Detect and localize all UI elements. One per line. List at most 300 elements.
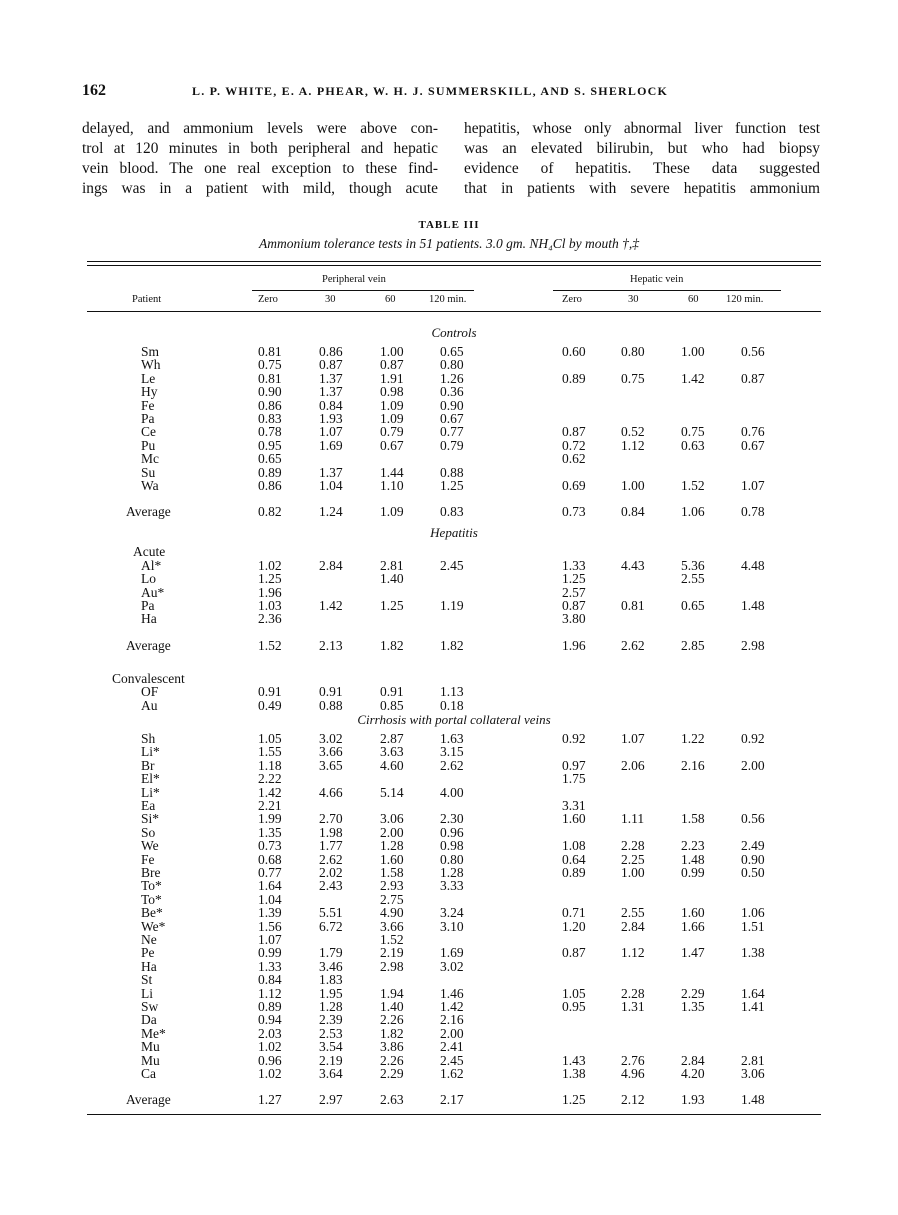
patient-name: Fe <box>141 851 155 867</box>
table-cell: 1.91 <box>380 370 404 386</box>
table-cell: 2.43 <box>319 878 343 894</box>
table-cell: 1.02 <box>258 557 282 573</box>
table-cell: 1.12 <box>621 945 645 961</box>
col-header-peripheral-3: 120 min. <box>429 294 467 305</box>
patient-name: We* <box>141 918 166 934</box>
table-cell: 1.02 <box>258 1066 282 1081</box>
table-cell: 0.89 <box>562 865 586 880</box>
table-cell: 2.62 <box>621 637 645 653</box>
table-cell: 1.62 <box>440 1066 464 1081</box>
table-cell: 1.64 <box>258 878 282 894</box>
patient-name: Au* <box>141 584 165 600</box>
table-cell: 2.81 <box>380 557 404 573</box>
table-cell: 1.35 <box>681 999 705 1014</box>
table-cell: 2.26 <box>380 1012 404 1028</box>
table-cell: 2.28 <box>621 838 645 854</box>
table-cell: 0.69 <box>562 478 586 493</box>
table-cell: 1.99 <box>258 811 282 827</box>
table-cell: 3.31 <box>562 798 586 813</box>
table-cell: 0.50 <box>741 865 765 880</box>
table-cell: 1.28 <box>440 865 464 880</box>
table-cell: 2.03 <box>258 1025 282 1041</box>
table-cell: 1.56 <box>258 918 282 934</box>
table-cell: 0.78 <box>741 504 765 520</box>
table-cell: 0.98 <box>440 838 464 854</box>
table-cell: 1.42 <box>440 999 464 1014</box>
table-cell: 2.63 <box>380 1092 404 1108</box>
table-cell: 0.89 <box>258 999 282 1014</box>
table-cell: 3.33 <box>440 878 464 894</box>
col-header-peripheral-1: 30 <box>325 294 336 305</box>
patient-name: Ha <box>141 611 157 627</box>
table-cell: 1.07 <box>319 424 343 440</box>
table-cell: 0.75 <box>258 357 282 373</box>
table-cell: 1.69 <box>440 945 464 961</box>
patient-name: To* <box>141 878 162 894</box>
patient-name: Li* <box>141 744 160 760</box>
table-cell: 2.84 <box>621 918 645 934</box>
table-cell: 1.08 <box>562 838 586 854</box>
patient-name: Be* <box>141 905 163 921</box>
table-cell: 2.62 <box>440 757 464 773</box>
table-cell: 0.63 <box>681 437 705 453</box>
patient-name: Au <box>141 697 158 713</box>
table-cell: 2.41 <box>440 1039 464 1055</box>
table-cell: 0.65 <box>258 451 282 467</box>
table-cell: 4.96 <box>621 1066 645 1081</box>
subgroup-label: Acute <box>133 544 166 560</box>
table-top-rule-2 <box>87 265 821 266</box>
table-cell: 1.07 <box>741 478 765 493</box>
table-cell: 0.82 <box>258 504 282 520</box>
table-cell: 4.43 <box>621 557 645 573</box>
table-cell: 2.76 <box>621 1052 645 1068</box>
table-cell: 1.93 <box>681 1092 705 1108</box>
peripheral-group-rule <box>252 290 474 291</box>
table-cell: 0.56 <box>741 811 765 827</box>
table-cell: 5.36 <box>681 557 705 573</box>
table-cell: 1.19 <box>440 598 464 613</box>
table-cell: 3.06 <box>380 811 404 827</box>
table-cell: 0.52 <box>621 424 645 440</box>
body-line: hepatitis, whose only abnormal liver function test <box>464 120 820 137</box>
table-cell: 3.06 <box>741 1066 765 1081</box>
table-cell: 0.84 <box>319 397 343 413</box>
table-cell: 0.80 <box>621 344 645 359</box>
table-cell: 2.19 <box>319 1052 343 1068</box>
patient-name: OF <box>141 684 159 700</box>
table-cell: 1.48 <box>741 598 765 613</box>
table-cell: 1.09 <box>380 504 404 520</box>
patient-name: Al* <box>141 557 162 573</box>
patient-name: Li* <box>141 784 160 800</box>
table-cell: 0.96 <box>258 1052 282 1068</box>
table-cell: 1.43 <box>562 1052 586 1068</box>
table-cell: 1.28 <box>380 838 404 854</box>
table-cell: 0.87 <box>562 598 586 613</box>
table-cell: 1.69 <box>319 437 343 453</box>
table-cell: 2.17 <box>440 1092 464 1108</box>
table-cell: 2.45 <box>440 1052 464 1068</box>
table-cell: 1.47 <box>681 945 705 961</box>
table-cell: 1.06 <box>681 504 705 520</box>
table-cell: 0.94 <box>258 1012 282 1028</box>
table-cell: 2.84 <box>681 1052 705 1068</box>
table-cell: 0.75 <box>621 370 645 386</box>
patient-name: Ha <box>141 958 157 974</box>
table-cell: 1.33 <box>562 557 586 573</box>
table-cell: 0.87 <box>741 370 765 386</box>
table-cell: 1.00 <box>621 865 645 880</box>
patient-name: To* <box>141 891 162 907</box>
table-cell: 1.00 <box>380 344 404 359</box>
table-cell: 1.48 <box>741 1092 765 1108</box>
body-line: was an elevated bilirubin, but who had biopsy <box>464 140 820 157</box>
table-cell: 0.73 <box>258 838 282 854</box>
table-cell: 0.99 <box>258 945 282 961</box>
table-cell: 2.49 <box>741 838 765 854</box>
patient-name: Mc <box>141 451 159 467</box>
body-line: evidence of hepatitis. These data suggested <box>464 160 820 177</box>
table-cell: 0.78 <box>258 424 282 440</box>
patient-name: Wa <box>141 478 159 493</box>
patient-name: Bre <box>141 865 161 880</box>
table-cell: 2.45 <box>440 557 464 573</box>
table-cell: 2.19 <box>380 945 404 961</box>
table-cell: 2.13 <box>319 637 343 653</box>
table-cell: 0.91 <box>258 684 282 700</box>
table-cell: 2.16 <box>681 757 705 773</box>
table-cell: 1.25 <box>258 571 282 587</box>
body-column-left <box>82 119 438 199</box>
table-cell: 3.63 <box>380 744 404 760</box>
table-cell: 0.89 <box>258 464 282 480</box>
table-cell: 1.07 <box>621 731 645 746</box>
table-cell: 1.44 <box>380 464 404 480</box>
table-cell: 0.95 <box>258 437 282 453</box>
table-cell: 2.02 <box>319 865 343 880</box>
table-cell: 0.49 <box>258 697 282 713</box>
body-line: that in patients with severe hepatitis ammonium <box>464 180 820 197</box>
table-cell: 0.99 <box>681 865 705 880</box>
table-cell: 0.86 <box>258 397 282 413</box>
table-cell: 1.00 <box>621 478 645 493</box>
table-cell: 2.70 <box>319 811 343 827</box>
table-cell: 4.48 <box>741 557 765 573</box>
table-cell: 2.12 <box>621 1092 645 1108</box>
table-cell: 1.06 <box>741 905 765 921</box>
table-cell: 0.76 <box>741 424 765 440</box>
table-cell: 2.98 <box>380 958 404 974</box>
table-cell: 0.65 <box>440 344 464 359</box>
table-cell: 0.96 <box>440 824 464 840</box>
section-heading: Controls <box>431 325 477 340</box>
table-cell: 2.81 <box>741 1052 765 1068</box>
table-cell: 2.26 <box>380 1052 404 1068</box>
group-header-peripheral: Peripheral vein <box>322 274 386 285</box>
col-header-hepatic-4: Zero <box>562 294 582 305</box>
patient-name: Lo <box>141 571 156 587</box>
table-cell: 3.80 <box>562 611 586 627</box>
table-cell: 1.58 <box>380 865 404 880</box>
table-cell: 1.25 <box>562 1092 586 1108</box>
table-cell: 0.36 <box>440 384 464 400</box>
group-header-hepatic: Hepatic vein <box>630 274 684 285</box>
table-cell: 0.77 <box>440 424 464 440</box>
table-cell: 0.95 <box>562 999 586 1014</box>
table-cell: 1.51 <box>741 918 765 934</box>
table-cell: 2.28 <box>621 985 645 1001</box>
page-number: 162 <box>82 82 106 99</box>
table-cell: 1.12 <box>258 985 282 1001</box>
table-cell: 1.95 <box>319 985 343 1001</box>
table-cell: 1.33 <box>258 958 282 974</box>
table-cell: 2.55 <box>621 905 645 921</box>
table-cell: 0.84 <box>258 972 282 988</box>
col-header-hepatic-7: 120 min. <box>726 294 764 305</box>
table-cell: 0.60 <box>562 344 586 359</box>
table-cell: 0.79 <box>380 424 404 440</box>
table-cell: 0.83 <box>440 504 464 520</box>
table-cell: 0.91 <box>319 684 343 700</box>
table-cell: 1.03 <box>258 598 282 613</box>
table-cell: 1.60 <box>562 811 586 827</box>
patient-name: Sh <box>141 731 156 746</box>
table-cell: 0.87 <box>319 357 343 373</box>
table-cell: 1.04 <box>319 478 343 493</box>
header-bottom-rule <box>87 311 821 312</box>
table-cell: 3.65 <box>319 757 343 773</box>
table-cell: 1.42 <box>319 598 343 613</box>
running-head: L. P. WHITE, E. A. PHEAR, W. H. J. SUMMERSKILL, AND S. SHERLOCK <box>192 84 669 98</box>
table-cell: 0.87 <box>562 945 586 961</box>
table-cell: 0.89 <box>562 370 586 386</box>
table-cell: 1.82 <box>380 637 404 653</box>
table-cell: 0.98 <box>380 384 404 400</box>
table-cell: 1.58 <box>681 811 705 827</box>
table-cell: 1.96 <box>258 584 282 600</box>
table-cell: 1.02 <box>258 1039 282 1055</box>
table-cell: 1.37 <box>319 464 343 480</box>
table-cell: 5.14 <box>380 784 404 800</box>
table-cell: 2.22 <box>258 771 282 787</box>
table-cell: 1.38 <box>741 945 765 961</box>
patient-name: Si* <box>141 811 160 827</box>
body-line: ings was in a patient with mild, though acute <box>82 180 438 197</box>
table-cell: 1.52 <box>681 478 705 493</box>
section-heading: Cirrhosis with portal collateral veins <box>357 712 551 727</box>
table-cell: 3.66 <box>380 918 404 934</box>
patient-name: Ca <box>141 1066 156 1081</box>
patient-name: Da <box>141 1012 157 1028</box>
table-cell: 0.81 <box>621 598 645 613</box>
patient-name: Ne <box>141 932 157 947</box>
table-cell: 1.09 <box>380 411 404 426</box>
patient-name: We <box>141 838 159 854</box>
body-line: delayed, and ammonium levels were above con- <box>82 120 438 137</box>
table-cell: 3.64 <box>319 1066 343 1081</box>
table-cell: 3.10 <box>440 918 464 934</box>
table-cell: 3.02 <box>319 731 343 746</box>
table-cell: 0.85 <box>380 697 404 713</box>
table-cell: 2.00 <box>380 824 404 840</box>
table-cell: 3.54 <box>319 1039 343 1055</box>
table-cell: 1.40 <box>380 571 404 587</box>
body-line: trol at 120 minutes in both peripheral and hepatic <box>82 140 438 157</box>
col-header-patient: Patient <box>132 294 162 305</box>
table-cell: 0.79 <box>440 437 464 453</box>
table-cell: 0.68 <box>258 851 282 867</box>
table-cell: 0.90 <box>741 851 765 867</box>
subgroup-label: Convalescent <box>112 670 185 686</box>
patient-name: Me* <box>141 1025 166 1041</box>
patient-name: El* <box>141 771 160 787</box>
table-cell: 1.18 <box>258 757 282 773</box>
table-cell: 2.29 <box>380 1066 404 1081</box>
table-cell: 2.21 <box>258 798 282 813</box>
table-cell: 1.05 <box>258 731 282 746</box>
table-cell: 1.60 <box>380 851 404 867</box>
table-cell: 1.31 <box>621 999 645 1014</box>
table-cell: 1.46 <box>440 985 464 1001</box>
table-cell: 1.63 <box>440 731 464 746</box>
table-cell: 3.24 <box>440 905 464 921</box>
table-cell: 1.79 <box>319 945 343 961</box>
patient-name: Ce <box>141 424 156 440</box>
table-cell: 1.10 <box>380 478 404 493</box>
table-cell: 1.24 <box>319 504 343 520</box>
section-heading: Hepatitis <box>430 525 478 541</box>
table-bottom-rule <box>87 1114 821 1115</box>
table-cell: 1.98 <box>319 824 343 840</box>
table-cell: 4.90 <box>380 905 404 921</box>
table-cell: 0.87 <box>380 357 404 373</box>
table-cell: 0.56 <box>741 344 765 359</box>
table-cell: 2.39 <box>319 1012 343 1028</box>
table-cell: 3.46 <box>319 958 343 974</box>
patient-name: Sm <box>141 344 160 359</box>
col-header-peripheral-0: Zero <box>258 294 278 305</box>
table-cell: 0.84 <box>621 504 645 520</box>
table-cell: 0.64 <box>562 851 586 867</box>
table-cell: 0.91 <box>380 684 404 700</box>
table-cell: 1.93 <box>319 411 343 426</box>
table-cell: 1.25 <box>562 571 586 587</box>
table-cell: 1.25 <box>380 598 404 613</box>
table-cell: 0.65 <box>681 598 705 613</box>
table-cell: 2.75 <box>380 891 404 907</box>
table-cell: 0.77 <box>258 865 282 880</box>
table-cell: 1.38 <box>562 1066 586 1081</box>
patient-name: Fe <box>141 397 155 413</box>
table-cell: 3.02 <box>440 958 464 974</box>
table-cell: 1.00 <box>681 344 705 359</box>
table-label: TABLE III <box>418 219 480 231</box>
table-cell: 2.36 <box>258 611 282 627</box>
patient-name: Pa <box>141 411 155 426</box>
table-cell: 1.05 <box>562 985 586 1001</box>
table-cell: 3.15 <box>440 744 464 760</box>
table-cell: 1.83 <box>319 972 343 988</box>
table-cell: 0.71 <box>562 905 586 921</box>
col-header-peripheral-2: 60 <box>385 294 396 305</box>
patient-name: St <box>141 972 153 988</box>
table-cell: 1.27 <box>258 1092 282 1108</box>
body-line: vein blood. The one real exception to these find- <box>82 160 438 177</box>
table-cell: 2.85 <box>681 637 705 653</box>
table-cell: 4.00 <box>440 784 464 800</box>
table-cell: 1.28 <box>319 999 343 1014</box>
table-cell: 2.16 <box>440 1012 464 1028</box>
table-cell: 1.40 <box>380 999 404 1014</box>
table-cell: 0.18 <box>440 697 464 713</box>
table-cell: 6.72 <box>319 918 343 934</box>
average-label: Average <box>126 1092 171 1108</box>
table-cell: 2.25 <box>621 851 645 867</box>
table-cell: 1.37 <box>319 370 343 386</box>
table-cell: 1.09 <box>380 397 404 413</box>
table-top-rule <box>87 261 821 262</box>
table-cell: 5.51 <box>319 905 343 921</box>
table-cell: 1.22 <box>681 731 705 746</box>
table-cell: 0.88 <box>319 697 343 713</box>
table-cell: 2.97 <box>319 1092 343 1108</box>
table-cell: 0.81 <box>258 344 282 359</box>
table-cell: 1.25 <box>440 478 464 493</box>
table-cell: 1.82 <box>380 1025 404 1041</box>
table-cell: 0.80 <box>440 357 464 373</box>
patient-name: Wh <box>141 357 161 373</box>
average-label: Average <box>126 504 171 520</box>
patient-name: Le <box>141 370 156 386</box>
table-cell: 0.75 <box>681 424 705 440</box>
table-cell: 1.94 <box>380 985 404 1001</box>
table-cell: 2.57 <box>562 584 586 600</box>
table-cell: 0.67 <box>741 437 765 453</box>
table-cell: 4.66 <box>319 784 343 800</box>
table-cell: 0.97 <box>562 757 586 773</box>
table-cell: 2.23 <box>681 838 705 854</box>
table-cell: 1.64 <box>741 985 765 1001</box>
table-cell: 2.00 <box>440 1025 464 1041</box>
table-cell: 1.37 <box>319 384 343 400</box>
patient-name: Li <box>141 985 153 1001</box>
table-cell: 1.42 <box>258 784 282 800</box>
table-cell: 2.06 <box>621 757 645 773</box>
table-cell: 2.98 <box>741 637 765 653</box>
table-cell: 0.87 <box>562 424 586 440</box>
table-cell: 0.90 <box>440 397 464 413</box>
table-cell: 2.93 <box>380 878 404 894</box>
table-cell: 0.67 <box>380 437 404 453</box>
table-cell: 0.90 <box>258 384 282 400</box>
patient-name: Ea <box>141 798 156 813</box>
table-cell: 1.48 <box>681 851 705 867</box>
table-cell: 0.67 <box>440 411 464 426</box>
patient-name: Hy <box>141 384 158 400</box>
table-cell: 4.60 <box>380 757 404 773</box>
average-label: Average <box>126 637 171 653</box>
table-cell: 0.92 <box>562 731 586 746</box>
col-header-hepatic-5: 30 <box>628 294 639 305</box>
patient-name: Mu <box>141 1039 160 1055</box>
table-cell: 4.20 <box>681 1066 705 1081</box>
table-cell: 1.11 <box>621 811 645 827</box>
table-cell: 1.07 <box>258 932 282 947</box>
table-cell: 2.53 <box>319 1025 343 1041</box>
patient-name: Sw <box>141 999 159 1014</box>
table-cell: 3.86 <box>380 1039 404 1055</box>
